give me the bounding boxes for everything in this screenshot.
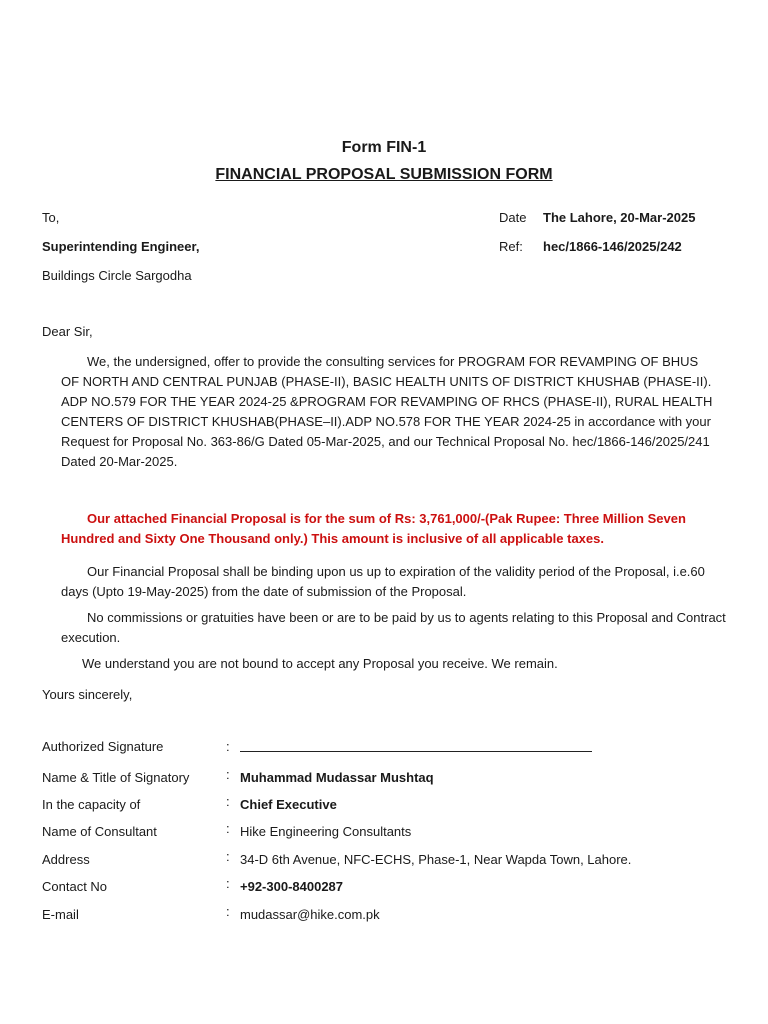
consultant-colon: : (226, 821, 230, 836)
address-value: 34-D 6th Avenue, NFC-ECHS, Phase-1, Near Wapda Town, Lahore. (240, 852, 632, 867)
capacity-label: In the capacity of (42, 797, 141, 812)
authorized-signature-row (42, 737, 732, 759)
amount-statement: Our attached Financial Proposal is for the sum of Rs: 3,761,000/-(Pak Rupee: Three Million Seven Hundred and Sixty One Thousand only.) This amount is inclusive of all applicable taxes. (61, 511, 686, 546)
capacity-colon: : (226, 794, 230, 809)
contact-colon: : (226, 876, 230, 891)
email-row (42, 905, 732, 927)
binding-paragraph: Our Financial Proposal shall be binding upon us up to expiration of the validity period of the Proposal, i.e.60 days (Upto 19-May-2025) from the date of submission of the Proposal. (61, 564, 705, 599)
contact-label: Contact No (42, 879, 108, 894)
commissions-paragraph: No commissions or gratuities have been or are to be paid by us to agents relating to this Proposal and Contract execution. (61, 610, 726, 645)
recipient-office: Buildings Circle Sargodha (42, 268, 192, 283)
date-value: The Lahore, 20-Mar-2025 (543, 210, 696, 225)
recipient-name: Superintending Engineer, (42, 239, 200, 254)
intro-first-line: We, the undersigned, offer to provide the consulting services for PROGRAM FOR REVAMPING OF BHUS (87, 354, 699, 369)
form-title-text: FINANCIAL PROPOSAL SUBMISSION FORM (215, 166, 553, 183)
address-row (42, 850, 732, 872)
name-title-row (42, 768, 732, 790)
authorized-signature-label: Authorized Signature (42, 739, 164, 754)
capacity-row (42, 795, 732, 817)
email-label: E-mail (42, 907, 79, 922)
email-value: mudassar@hike.com.pk (240, 907, 380, 922)
capacity-value: Chief Executive (240, 797, 337, 812)
understand-paragraph: We understand you are not bound to accept any Proposal you receive. We remain. (82, 656, 558, 671)
date-label: Date (499, 210, 527, 225)
consultant-value: Hike Engineering Consultants (240, 824, 412, 839)
consultant-label: Name of Consultant (42, 824, 157, 839)
name-title-value: Muhammad Mudassar Mushtaq (240, 770, 434, 785)
address-colon: : (226, 849, 230, 864)
address-label: Address (42, 852, 90, 867)
name-title-label: Name & Title of Signatory (42, 770, 190, 785)
consultant-row (42, 822, 732, 844)
signature-line (240, 751, 592, 752)
salutation: Dear Sir, (42, 324, 93, 339)
authorized-signature-colon: : (226, 739, 230, 754)
contact-row (42, 877, 732, 899)
ref-label: Ref: (499, 239, 523, 254)
contact-value: +92-300-8400287 (240, 879, 344, 894)
form-title (0, 164, 768, 186)
address-to: To, (42, 210, 60, 225)
intro-paragraph: OF NORTH AND CENTRAL PUNJAB (PHASE-II), BASIC HEALTH UNITS OF DISTRICT KHUSHAB (PHASE-II). ADP NO.579 FOR THE YEAR 2024-25 &PROGRAM FOR REVAMPING OF RHCS (PHASE-II), RURAL HEALTH CENTERS OF DISTRICT KHUSHAB(PHASE–II).ADP NO.578 FOR THE YEAR 2024-25 in accordance with your Request for Proposal No. 363-86/G Dated 05-Mar-2025, and our Technical Proposal No. hec/1866-146/2025/241 Dated 20-Mar-2025. (61, 374, 713, 469)
name-title-colon: : (226, 767, 230, 782)
form-number: Form FIN-1 (341, 139, 427, 156)
closing: Yours sincerely, (42, 687, 133, 702)
email-colon: : (226, 904, 230, 919)
ref-value: hec/1866-146/2025/242 (543, 239, 682, 254)
